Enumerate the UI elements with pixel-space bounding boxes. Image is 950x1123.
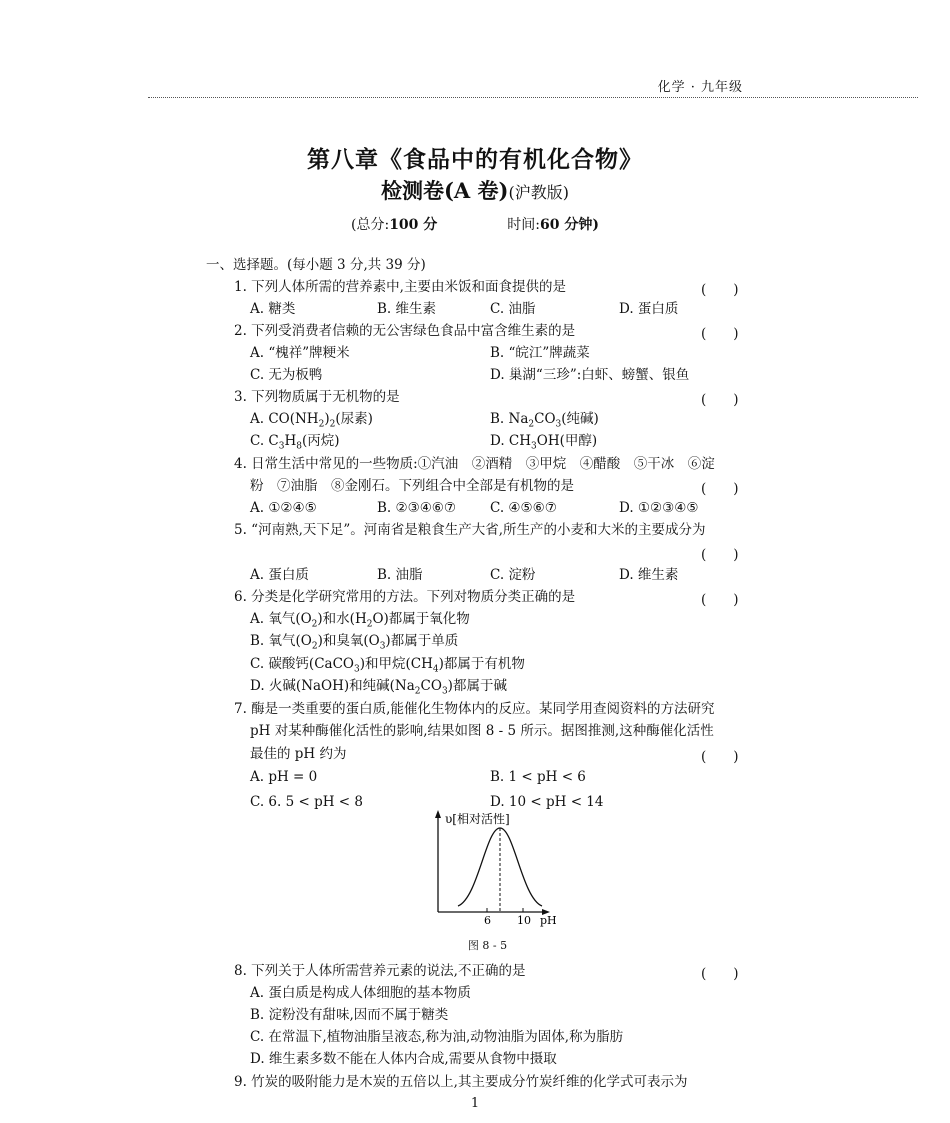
q7-option-a: A. pH = 0	[250, 769, 318, 785]
q8-answer-blank: ( )	[701, 966, 739, 982]
q2-option-d: D. 巢湖“三珍”:白虾、螃蟹、银鱼	[490, 367, 690, 383]
q4-option-d: D. ①②③④⑤	[619, 500, 699, 516]
q3-option-b: B. $Na_2CO_3$(纯碱)	[490, 411, 599, 430]
q1-option-b: B. 维生素	[377, 301, 437, 317]
q2-answer-blank: ( )	[701, 326, 739, 342]
q5-option-b: B. 油脂	[377, 567, 423, 583]
time-label: 时间:	[507, 217, 541, 233]
q7-option-b: B. 1 < pH < 6	[490, 769, 586, 785]
q8-option-d: D. 维生素多数不能在人体内合成,需要从食物中摄取	[250, 1051, 557, 1067]
q6-option-a: A. 氧气$(O_2)$和水$(H_2O)$都属于氧化物	[250, 611, 470, 630]
header-subject: 化学 · 九年级	[657, 80, 743, 95]
q1-answer-blank: ( )	[701, 282, 739, 298]
header-divider	[148, 97, 918, 98]
page-number: 1	[470, 1096, 480, 1111]
q3-option-a: A. $CO(NH_2)_2$(尿素)	[250, 411, 373, 430]
figure-caption: 图 8 - 5	[467, 939, 508, 952]
q4-option-a: A. ①②④⑤	[250, 500, 317, 516]
q5-option-a: A. 蛋白质	[250, 567, 309, 583]
q2-option-c: C. 无为板鸭	[250, 367, 323, 383]
q4-option-b: B. ②③④⑥⑦	[377, 500, 457, 516]
q9-stem: 9. 竹炭的吸附能力是木炭的五倍以上,其主要成分竹炭纤维的化学式可表示为	[234, 1074, 688, 1090]
q2-option-a: A. “槐祥”牌粳米	[250, 345, 350, 361]
page-title: 第八章《食品中的有机化合物》	[307, 146, 643, 173]
q6-stem: 6. 分类是化学研究常用的方法。下列对物质分类正确的是	[234, 589, 576, 605]
q3-option-d: D. $CH_3OH$(甲醇)	[490, 433, 598, 452]
q6-option-d: D. 火碱(NaOH)和纯碱$(Na_2CO_3)$都属于碱	[250, 678, 507, 697]
tick-label-6: 6	[484, 914, 491, 927]
q1-stem: 1. 下列人体所需的营养素中,主要由米饭和面食提供的是	[234, 279, 566, 295]
q2-option-b: B. “皖江”牌蔬菜	[490, 345, 590, 361]
y-axis-arrow	[435, 810, 441, 818]
q6-option-b: B. 氧气$(O_2)$和臭氧$(O_3)$都属于单质	[250, 633, 459, 652]
q3-option-c: C. $C_3H_8$(丙烷)	[250, 433, 340, 452]
q8-option-b: B. 淀粉没有甜味,因而不属于糖类	[250, 1007, 449, 1023]
q7-answer-blank: ( )	[701, 749, 739, 765]
q8-stem: 8. 下列关于人体所需营养元素的说法,不正确的是	[234, 963, 526, 979]
q3-answer-blank: ( )	[701, 392, 739, 408]
time-value: 60 分钟)	[540, 217, 599, 233]
q1-option-a: A. 糖类	[250, 301, 296, 317]
q4-stem-line1: 4. 日常生活中常见的一些物质:①汽油 ②酒精 ③甲烷 ④醋酸 ⑤干冰 ⑥淀	[234, 456, 715, 472]
q5-stem: 5. “河南熟,天下足”。河南省是粮食生产大省,所生产的小麦和大米的主要成分为	[234, 522, 706, 538]
q7-stem-line1: 7. 酶是一类重要的蛋白质,能催化生物体内的反应。某同学用查阅资料的方法研究	[234, 701, 715, 717]
q1-option-c: C. 油脂	[490, 301, 536, 317]
y-axis-label: υ[相对活性]	[445, 812, 510, 826]
q4-option-c: C. ④⑤⑥⑦	[490, 500, 557, 516]
tick-label-10: 10	[517, 914, 531, 927]
q3-stem: 3. 下列物质属于无机物的是	[234, 389, 400, 405]
q7-option-c: C. 6. 5 < pH < 8	[250, 794, 363, 810]
q2-stem: 2. 下列受消费者信赖的无公害绿色食品中富含维生素的是	[234, 323, 576, 339]
page-subtitle	[0, 175, 950, 205]
q7-stem-line3: 最佳的 pH 约为	[250, 746, 347, 762]
enzyme-activity-figure	[420, 808, 580, 928]
q1-option-d: D. 蛋白质	[619, 301, 679, 317]
x-axis-label: pH	[540, 914, 557, 927]
q4-answer-blank: ( )	[701, 481, 739, 497]
q8-option-a: A. 蛋白质是构成人体细胞的基本物质	[250, 985, 471, 1001]
q5-answer-blank: ( )	[701, 547, 739, 563]
subtitle-main: 检测卷(A 卷)	[381, 178, 509, 203]
section-heading: 一、选择题。(每小题 3 分,共 39 分)	[206, 257, 426, 273]
total-value: 100 分	[389, 217, 438, 233]
q6-option-c: C. 碳酸钙(CaCO$_3$)和甲烷$(CH_4)$都属于有机物	[250, 656, 525, 675]
q7-stem-line2: pH 对某种酶催化活性的影响,结果如图 8 - 5 所示。据图推测,这种酶催化活性	[250, 723, 714, 739]
q4-stem-line2: 粉 ⑦油脂 ⑧金刚石。下列组合中全部是有机物的是	[250, 478, 574, 494]
q5-option-c: C. 淀粉	[490, 567, 536, 583]
exam-info	[0, 214, 950, 234]
q6-answer-blank: ( )	[701, 592, 739, 608]
q5-option-d: D. 维生素	[619, 567, 679, 583]
q7-option-d: D. 10 < pH < 14	[490, 794, 604, 810]
total-label: (总分:	[351, 217, 390, 233]
q8-option-c: C. 在常温下,植物油脂呈液态,称为油,动物油脂为固体,称为脂肪	[250, 1029, 624, 1045]
subtitle-edition: (沪教版)	[508, 183, 569, 202]
